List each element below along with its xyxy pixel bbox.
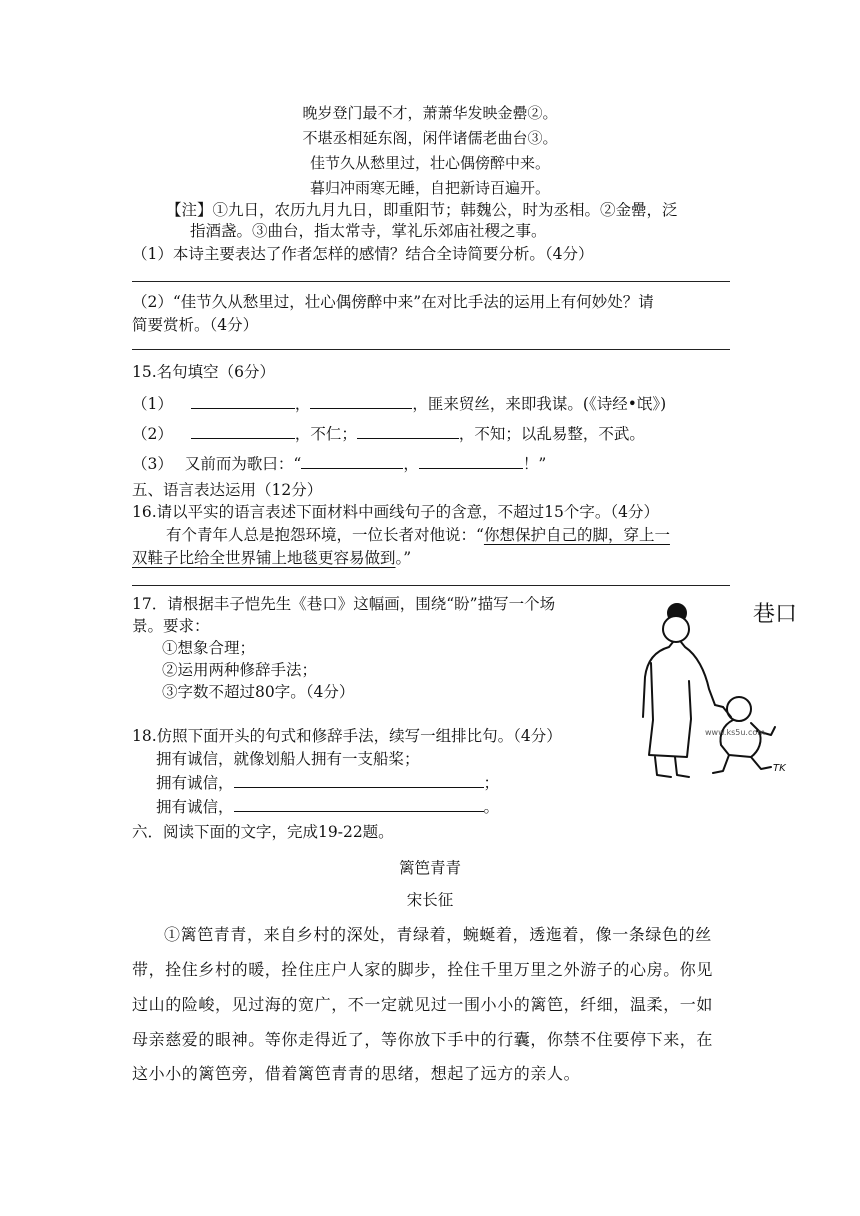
fill-blank[interactable] — [191, 422, 295, 439]
poem-note-line-2: 指酒盏。③曲台，指太常寺，掌礼乐郊庙社稷之事。 — [190, 222, 547, 240]
question-14-1: （1）本诗主要表达了作者怎样的感情？结合全诗简要分析。（4分） — [132, 245, 594, 263]
illustration-signature: TK — [773, 763, 786, 774]
item-number: （3） — [132, 455, 173, 473]
question-17-requirement-3: ③字数不超过80字。（4分） — [162, 683, 355, 701]
poem-line-4: 暮归冲雨寒无睡，自把新诗百遍开。 — [309, 179, 550, 197]
question-17-requirement-2: ②运用两种修辞手法； — [162, 661, 318, 679]
essay-paragraph-line-1: ①篱笆青青，来自乡村的深处，青绿着，蜿蜒着，透迤着，像一条绿色的丝 — [164, 925, 712, 944]
question-16-text-line-2: 双鞋子比给全世界铺上地毯更容易做到。” — [132, 549, 412, 567]
illustration-caption: 巷口 — [753, 602, 798, 627]
fill-blank[interactable] — [310, 392, 412, 409]
question-18-example: 拥有诚信，就像划船人拥有一支船桨； — [156, 750, 420, 768]
item-number: （2） — [132, 425, 173, 443]
question-14-2-line-2: 简要赏析。（4分） — [132, 316, 259, 334]
section-5-heading: 五、语言表达运用（12分） — [132, 481, 323, 499]
fill-blank[interactable] — [191, 392, 295, 409]
question-18-line-2: 拥有诚信， ； — [156, 771, 499, 793]
question-18-line-3: 拥有诚信， 。 — [156, 795, 499, 817]
question-17-line-2: 景。要求： — [132, 617, 210, 635]
question-14-2-line-1: （2）“佳节久从愁里过，壮心偶傍醉中来”在对比手法的运用上有何妙处？请 — [132, 293, 654, 311]
essay-paragraph-line-4: 母亲慈爱的眼神。等你走得近了，等你放下手中的行囊，你禁不住要停下来，在 — [132, 1030, 714, 1049]
fill-blank[interactable] — [357, 422, 459, 439]
illustration-watermark: www.ks5u.com — [705, 728, 766, 737]
section-6-heading: 六．阅读下面的文字，完成19-22题。 — [132, 823, 394, 841]
lane-painting-image — [633, 585, 803, 785]
question-16-title: 16.请以平实的语言表述下面材料中画线句子的含意，不超过15个字。（4分） — [132, 503, 659, 521]
item-number: （1） — [132, 395, 173, 413]
question-15-title: 15.名句填空（6分） — [132, 363, 276, 381]
fill-blank[interactable] — [234, 795, 484, 812]
fill-blank[interactable] — [419, 452, 523, 469]
fill-blank[interactable] — [234, 771, 484, 788]
fill-blank[interactable] — [301, 452, 403, 469]
question-17-requirement-1: ①想象合理； — [162, 639, 256, 657]
poem-line-2: 不堪丞相延东阁，闲伴诸儒老曲台③。 — [302, 129, 558, 147]
feng-zikai-illustration — [633, 585, 803, 785]
question-15-item-3: （3） 又前而为歌曰：“ ， ！” — [132, 452, 546, 474]
question-15-item-1: （1） ， ，匪来贸丝，来即我谋。(《诗经•氓》) — [132, 392, 666, 414]
question-17-line-1: 17．请根据丰子恺先生《巷口》这幅画，围绕“盼”描写一个场 — [132, 595, 556, 613]
essay-author: 宋长征 — [406, 891, 454, 909]
question-16-text-line-1: 有个青年人总是抱怨环境，一位长者对他说：“你想保护自己的脚，穿上一 — [166, 526, 670, 544]
poem-note-line-1: 【注】①九日，农历九月九日，即重阳节；韩魏公，时为丞相。②金罍，泛 — [166, 201, 678, 219]
answer-line — [132, 349, 730, 350]
poem-line-1: 晚岁登门最不才，萧萧华发映金罍②。 — [302, 104, 558, 122]
question-15-item-2: （2） ，不仁； ，不知；以乱易整，不武。 — [132, 422, 645, 444]
answer-line — [132, 281, 730, 282]
poem-line-3: 佳节久从愁里过，壮心偶傍醉中来。 — [309, 154, 550, 172]
question-18-title: 18.仿照下面开头的句式和修辞手法，续写一组排比句。（4分） — [132, 727, 562, 745]
essay-paragraph-line-2: 带，拴住乡村的暖，拴住庄户人家的脚步，拴住千里万里之外游子的心房。你见 — [132, 960, 714, 979]
essay-paragraph-line-5: 这小小的篱笆旁，借着篱笆青青的思绪，想起了远方的亲人。 — [132, 1064, 581, 1083]
essay-title: 篱笆青青 — [398, 859, 461, 877]
essay-paragraph-line-3: 过山的险峻，见过海的宽广，不一定就见过一围小小的篱笆，纤细，温柔，一如 — [132, 995, 714, 1014]
